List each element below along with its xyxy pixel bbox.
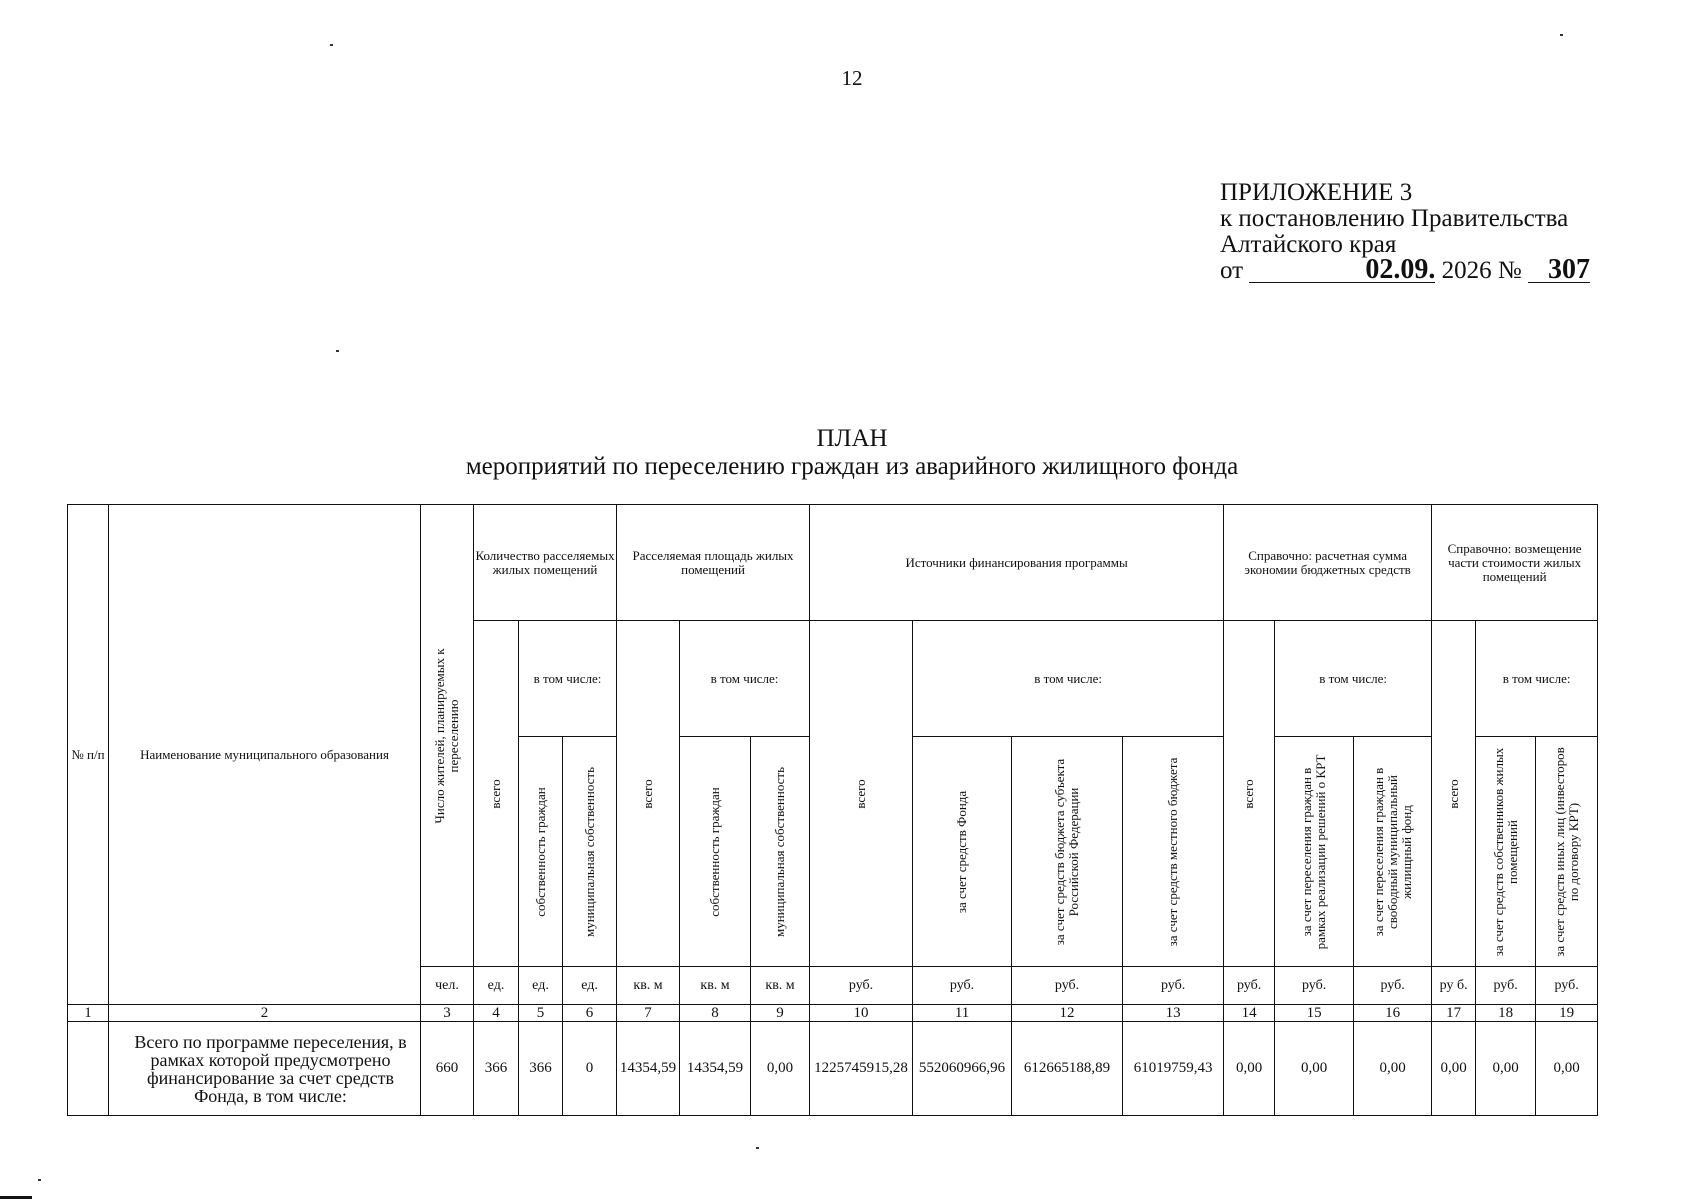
appendix-block (1220, 180, 1590, 284)
appendix-date-line (1220, 254, 1590, 285)
unit-cell: чел. (421, 967, 474, 1005)
header-residents (421, 505, 474, 967)
header-subject-budget-text: за счет средств бюджета субъекта Российской Федерации (1052, 758, 1082, 945)
row-value: 552060966,96 (913, 1022, 1012, 1116)
row-value: 0,00 (751, 1022, 810, 1116)
row-value: 366 (474, 1022, 519, 1116)
column-number: 19 (1536, 1005, 1598, 1022)
header-fund (913, 737, 1012, 967)
row-value: 366 (519, 1022, 563, 1116)
row-value: 0,00 (1536, 1022, 1598, 1116)
header-compensation-incl: в том числе: (1476, 621, 1598, 737)
unit-cell: руб. (810, 967, 913, 1005)
column-number: 15 (1275, 1005, 1354, 1022)
column-number: 5 (519, 1005, 563, 1022)
header-savings-total (1224, 621, 1275, 967)
header-fund-text: за счет средств Фонда (954, 790, 970, 913)
date-field (1249, 254, 1436, 285)
header-financing-incl: в том числе: (913, 621, 1224, 737)
scan-speck (1560, 34, 1563, 36)
header-free-municipal-fund (1354, 737, 1432, 967)
row-value: 660 (421, 1022, 474, 1116)
header-area-total (617, 621, 680, 967)
scan-speck (336, 350, 339, 352)
unit-cell: руб. (1476, 967, 1536, 1005)
column-number: 6 (563, 1005, 617, 1022)
row-value: 0,00 (1354, 1022, 1432, 1116)
unit-cell: ед. (519, 967, 563, 1005)
unit-cell: руб. (913, 967, 1012, 1005)
column-number: 9 (751, 1005, 810, 1022)
header-krt-resettlement (1275, 737, 1354, 967)
row-value: 0,00 (1476, 1022, 1536, 1116)
row-value: 0,00 (1432, 1022, 1476, 1116)
date-value: 02.09. (1365, 254, 1436, 285)
header-area-incl: в том числе: (680, 621, 810, 737)
header-owners-funds (1476, 737, 1536, 967)
unit-cell: кв. м (751, 967, 810, 1005)
column-number: 11 (913, 1005, 1012, 1022)
appendix-line-2: Алтайского края (1220, 231, 1397, 258)
header-premises-citizens (519, 737, 563, 967)
unit-cell: руб. (1536, 967, 1598, 1005)
unit-cell: руб. (1354, 967, 1432, 1005)
header-premises-incl: в том числе: (519, 621, 617, 737)
column-number: 4 (474, 1005, 519, 1022)
scan-edge-mark (0, 1196, 32, 1199)
header-savings-total-text: всего (1241, 778, 1257, 809)
row-value: 14354,59 (680, 1022, 751, 1116)
scan-speck (330, 44, 333, 46)
header-owners-funds-text: за счет средств собственников жилых помещений (1490, 747, 1520, 956)
column-number: 17 (1432, 1005, 1476, 1022)
header-free-municipal-fund-text: за счет переселения граждан в свободный муниципальный жилищный фонд (1370, 767, 1414, 936)
column-number: 10 (810, 1005, 913, 1022)
unit-cell: ед. (474, 967, 519, 1005)
row-value: 0,00 (1275, 1022, 1354, 1116)
header-premises-municipal (563, 737, 617, 967)
page-number: 12 (841, 66, 863, 90)
row-municipality: Всего по программе переселения, в рамках которой предусмотрено финансирование за счет средств Фонда, в том числе: (109, 1022, 421, 1116)
row-value: 612665188,89 (1012, 1022, 1123, 1116)
header-premises-municipal-text: муниципальная собственность (581, 766, 597, 937)
number-sign: № (1497, 257, 1522, 284)
plan-table (67, 504, 1598, 1116)
header-other-persons (1536, 737, 1598, 967)
year: 2026 (1441, 257, 1492, 284)
row-num (68, 1022, 109, 1116)
header-premises-count: Количество расселяемых жилых помещений (474, 505, 617, 621)
header-local-budget (1123, 737, 1224, 967)
scan-speck (38, 1179, 41, 1181)
column-numbers-row (68, 1005, 1598, 1022)
header-premises-total (474, 621, 519, 967)
unit-cell: ру б. (1432, 967, 1476, 1005)
unit-cell: кв. м (617, 967, 680, 1005)
date-prefix: от (1220, 257, 1244, 284)
header-area-total-text: всего (640, 778, 656, 809)
header-compensation-total-text: всего (1445, 778, 1461, 809)
header-compensation: Справочно: возмещение части стоимости жилых помещений (1432, 505, 1598, 621)
title-line-1: ПЛАН (816, 425, 888, 452)
unit-cell: руб. (1123, 967, 1224, 1005)
appendix-title: ПРИЛОЖЕНИЕ 3 (1220, 179, 1413, 206)
column-number: 13 (1123, 1005, 1224, 1022)
header-financing: Источники финансирования программы (810, 505, 1224, 621)
column-number: 18 (1476, 1005, 1536, 1022)
unit-cell: руб. (1224, 967, 1275, 1005)
document-title (0, 425, 1704, 481)
header-krt-resettlement-text: за счет переселения граждан в рамках реализации решений о КРТ (1299, 754, 1329, 949)
header-savings-incl: в том числе: (1275, 621, 1432, 737)
header-local-budget-text: за счет средств местного бюджета (1165, 757, 1181, 946)
column-number: 3 (421, 1005, 474, 1022)
header-area-citizens-text: собственность граждан (707, 786, 723, 917)
row-value: 14354,59 (617, 1022, 680, 1116)
scan-speck (756, 1147, 759, 1149)
header-compensation-total (1432, 621, 1476, 967)
header-num: № п/п (68, 505, 109, 1005)
column-number: 16 (1354, 1005, 1432, 1022)
column-number: 7 (617, 1005, 680, 1022)
unit-cell: ед. (563, 967, 617, 1005)
header-municipality: Наименование муниципального образования (109, 505, 421, 1005)
column-number: 14 (1224, 1005, 1275, 1022)
column-number: 12 (1012, 1005, 1123, 1022)
number-field (1528, 254, 1590, 285)
row-value: 61019759,43 (1123, 1022, 1224, 1116)
title-line-2: мероприятий по переселению граждан из аварийного жилищного фонда (465, 453, 1239, 480)
header-premises-total-text: всего (488, 778, 503, 809)
row-value: 0,00 (1224, 1022, 1275, 1116)
header-premises-citizens-text: собственность граждан (532, 786, 548, 917)
header-area-citizens (680, 737, 751, 967)
unit-cell: кв. м (680, 967, 751, 1005)
header-subject-budget (1012, 737, 1123, 967)
header-financing-total-text: всего (853, 778, 869, 809)
column-number: 2 (109, 1005, 421, 1022)
header-other-persons-text: за счет средств иных лиц (инвесторов по договору КРТ) (1551, 746, 1581, 957)
column-number: 8 (680, 1005, 751, 1022)
number-value: 307 (1547, 254, 1590, 285)
table-row (68, 1022, 1598, 1116)
row-value: 0 (563, 1022, 617, 1116)
header-area-municipal (751, 737, 810, 967)
column-number: 1 (68, 1005, 109, 1022)
row-value: 1225745915,28 (810, 1022, 913, 1116)
header-financing-total (810, 621, 913, 967)
unit-cell: руб. (1275, 967, 1354, 1005)
header-area-municipal-text: муниципальная собственность (772, 766, 788, 937)
header-residents-text: Число жителей, планируемых к переселению (432, 647, 461, 824)
unit-cell: руб. (1012, 967, 1123, 1005)
header-area: Расселяемая площадь жилых помещений (617, 505, 810, 621)
header-savings: Справочно: расчетная сумма экономии бюджетных средств (1224, 505, 1432, 621)
appendix-line-1: к постановлению Правительства (1220, 205, 1569, 232)
